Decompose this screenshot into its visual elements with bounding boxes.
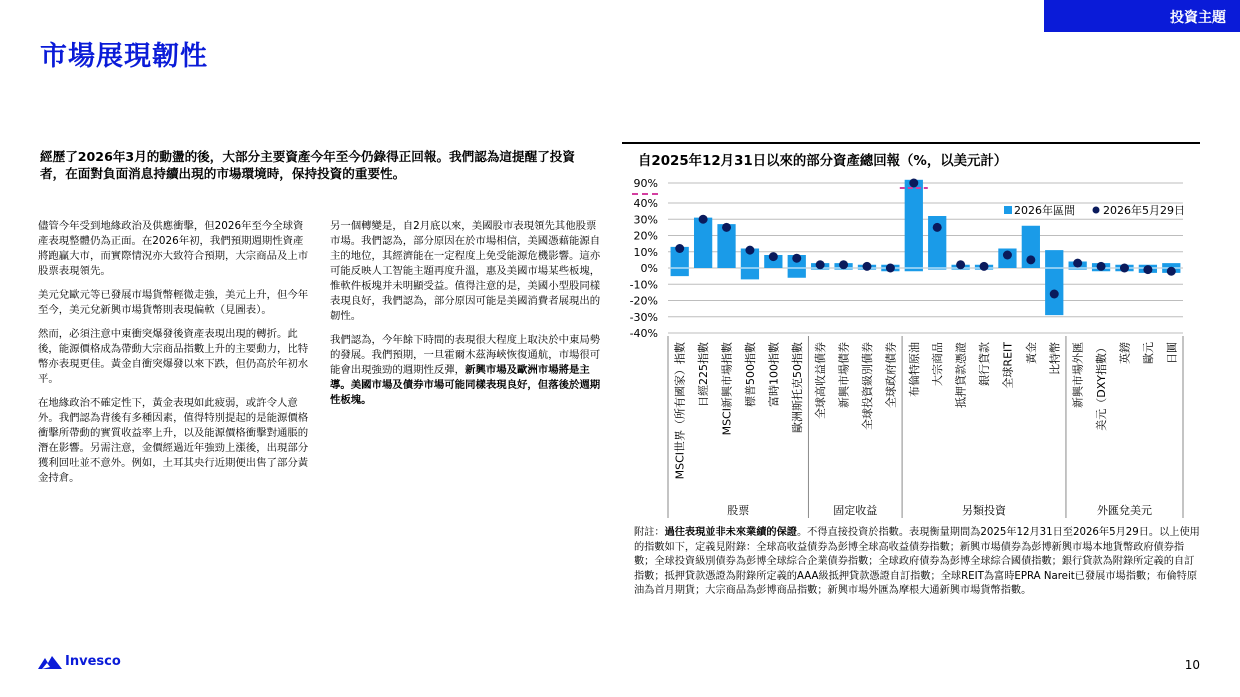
data-point [862, 262, 871, 271]
invesco-logo [38, 654, 121, 669]
body-paragraph: 另一個轉變是，自2月底以來，美國股市表現領先其他股票市場。我們認為，部分原因在於市場相信，美國憑藉能源自主的地位，其經濟能在一定程度上免受能源危機影響。這亦可能反映人工智能主題再度升溫，惠及美國市場某些板塊，惟軟件板塊并未明顯受益。值得注意的是，美國小型股同樣表現良好，我們認為，部分原因可能是美國消費者展現出的韌性。 [330, 220, 601, 322]
y-tick-label: -30% [629, 310, 658, 324]
y-tick-label: 40% [633, 197, 658, 210]
data-point [1073, 259, 1082, 268]
y-tick-label: -10% [629, 278, 658, 292]
data-point [792, 254, 801, 263]
x-tick-label: 大宗商品 [931, 342, 945, 386]
x-tick-label: 新興市場債券 [837, 342, 851, 408]
y-tick-label: -20% [629, 294, 658, 308]
data-point [769, 252, 778, 261]
body-paragraph: 儘管今年受到地緣政治及供應衝擊，但2026年至今全球資產表現整體仍為正面。在2026年初，我們預期週期性資產將跑贏大市，而實際情況亦大致符合預期，大宗商品及上市股票表現領先。 [38, 220, 309, 277]
x-tick-label: 全球REIT [1001, 342, 1015, 389]
x-tick-label: 標普500指數 [743, 342, 757, 407]
body-paragraph: 美元兌歐元等已發展市場貨幣輕微走強，美元上升，但今年至今，美元兌新興市場貨幣則表現偏軟（見圖表）。 [38, 289, 309, 316]
body-paragraph: 然而，必須注意中東衝突爆發後資產表現出現的轉折。此後，能源價格成為帶動大宗商品指數上升的主要動力，比特幣亦表現更佳。黃金自衝突爆發以來下跌，但仍高於年初水平。 [38, 328, 309, 385]
legend-label: 2026年區間 [1014, 204, 1075, 217]
x-tick-label: 歐洲斯托克50指數 [790, 342, 804, 433]
data-point [699, 215, 708, 224]
x-tick-label: 黃金 [1024, 342, 1038, 364]
range-bar [1045, 250, 1063, 315]
data-point [839, 260, 848, 269]
data-point [933, 223, 942, 232]
data-point [1050, 290, 1059, 299]
page-title: 市場展現韌性 [40, 41, 208, 72]
y-tick-label: 0% [640, 262, 658, 275]
x-tick-label: 全球高收益債券 [814, 342, 828, 419]
data-point [956, 260, 965, 269]
x-tick-label: 日圓 [1165, 342, 1179, 364]
y-tick-label: 90% [633, 177, 658, 190]
x-tick-label: 美元（DXY指數） [1095, 342, 1109, 431]
x-tick-label: 比特幣 [1048, 342, 1062, 375]
x-tick-label: 日經225指數 [697, 342, 711, 407]
data-point [886, 264, 895, 273]
x-tick-label: 銀行貸款 [978, 342, 992, 386]
x-tick-label: MSCI世界（所有國家）指數 [673, 342, 687, 480]
data-point [1120, 264, 1129, 273]
range-bar [905, 180, 923, 271]
footnote-prefix: 附註： [634, 527, 665, 538]
group-label: 外匯兌美元 [1096, 504, 1152, 517]
group-label: 股票 [727, 504, 750, 517]
group-label: 另類投資 [962, 504, 1007, 517]
x-tick-label: 歐元 [1141, 342, 1155, 364]
y-tick-label: 20% [633, 229, 658, 243]
lead-paragraph: 經歷了2026年3月的動盪的後，大部分主要資產今年至今仍錄得正回報。我們認為這提醒了投資者，在面對負面消息持續出現的市場環境時，保持投資的重要性。 [40, 149, 575, 181]
y-tick-label: -40% [629, 327, 658, 340]
body-text-bold: 新興市場及歐洲市場將是主導。美國市場及債券市場可能同樣表現良好，但落後於週期性板塊。 [330, 364, 601, 406]
data-point [722, 223, 731, 232]
data-point [675, 244, 684, 253]
legend-swatch [1093, 207, 1100, 214]
data-point [1097, 262, 1106, 271]
y-tick-label: 10% [633, 245, 658, 259]
body-text: 我們認為，今年餘下時間的表現很大程度上取決於中東局勢的發展。我們預期，一旦霍爾木茲海峽恢復通航，市場很可能會出現強勁的週期性反彈， [330, 334, 601, 376]
mountain-icon [38, 655, 62, 669]
body-paragraph: 在地緣政治不確定性下，黃金表現如此疲弱，或許令人意外。我們認為背後有多種因素，值得特別提起的是能源價格衝擊所帶動的實質收益率上升，以及能源價格衝擊對通脹的潛在影響。另需注意，金價經過近年強勁上漲後，出現部分獲利回吐並不意外。例如，土耳其央行近期便出售了部分黃金持倉。 [38, 397, 309, 484]
chart-title: 自2025年12月31日以來的部分資產總回報（%，以美元計） [638, 154, 1008, 169]
chart-footnote [634, 526, 1200, 599]
legend-label: 2026年5月29日 [1103, 204, 1185, 217]
footnote-text: 。不得直接投資於指數。表現衡量期間為2025年12月31日至2026年5月29日。以上使用的指數如下，定義見附錄：全球高收益債券為彭博全球高收益債券指數；新興市場債券為彭博新興市場本地貨幣政府債券指數；全球投資級別債券為彭博全球綜合企業債券指數；全球政府債券為彭博全球綜合國債指數；銀行貸款為附錄所定義的自訂指數；抵押貸款憑證為附錄所定義的AAA級抵押貸款憑證自訂指數；全球REIT為富時EPRA Nareit已發展市場指數；布倫特原油為首月期貨；大宗商品為彭博商品指數；新興市場外匯為摩根大通新興市場貨幣指數。 [634, 527, 1200, 596]
data-point [1143, 265, 1152, 274]
data-point [745, 246, 754, 255]
data-point [816, 260, 825, 269]
x-tick-label: 富時100指數 [767, 342, 781, 407]
data-point [1167, 267, 1176, 276]
page-number: 10 [1184, 658, 1200, 672]
data-point [909, 179, 918, 188]
data-point [1026, 255, 1035, 264]
x-tick-label: 抵押貸款憑證 [954, 342, 968, 408]
data-point [980, 262, 989, 271]
x-tick-label: 英鎊 [1118, 342, 1132, 364]
data-point [1003, 251, 1012, 260]
legend-swatch [1004, 206, 1012, 214]
logo-text: Invesco [65, 654, 121, 669]
x-tick-label: 全球投資級別債券 [860, 342, 874, 430]
group-label: 固定收益 [833, 504, 878, 517]
range-bar [694, 218, 712, 268]
x-tick-label: 全球政府債券 [884, 342, 898, 408]
x-tick-label: MSCI新興市場指數 [720, 342, 734, 436]
x-tick-label: 新興市場外匯 [1071, 342, 1085, 408]
footnote-bold: 過往表現並非未來業績的保證 [664, 527, 797, 538]
x-tick-label: 布倫特原油 [907, 342, 921, 397]
y-tick-label: 30% [633, 213, 658, 227]
section-tag: 投資主題 [1170, 10, 1226, 26]
